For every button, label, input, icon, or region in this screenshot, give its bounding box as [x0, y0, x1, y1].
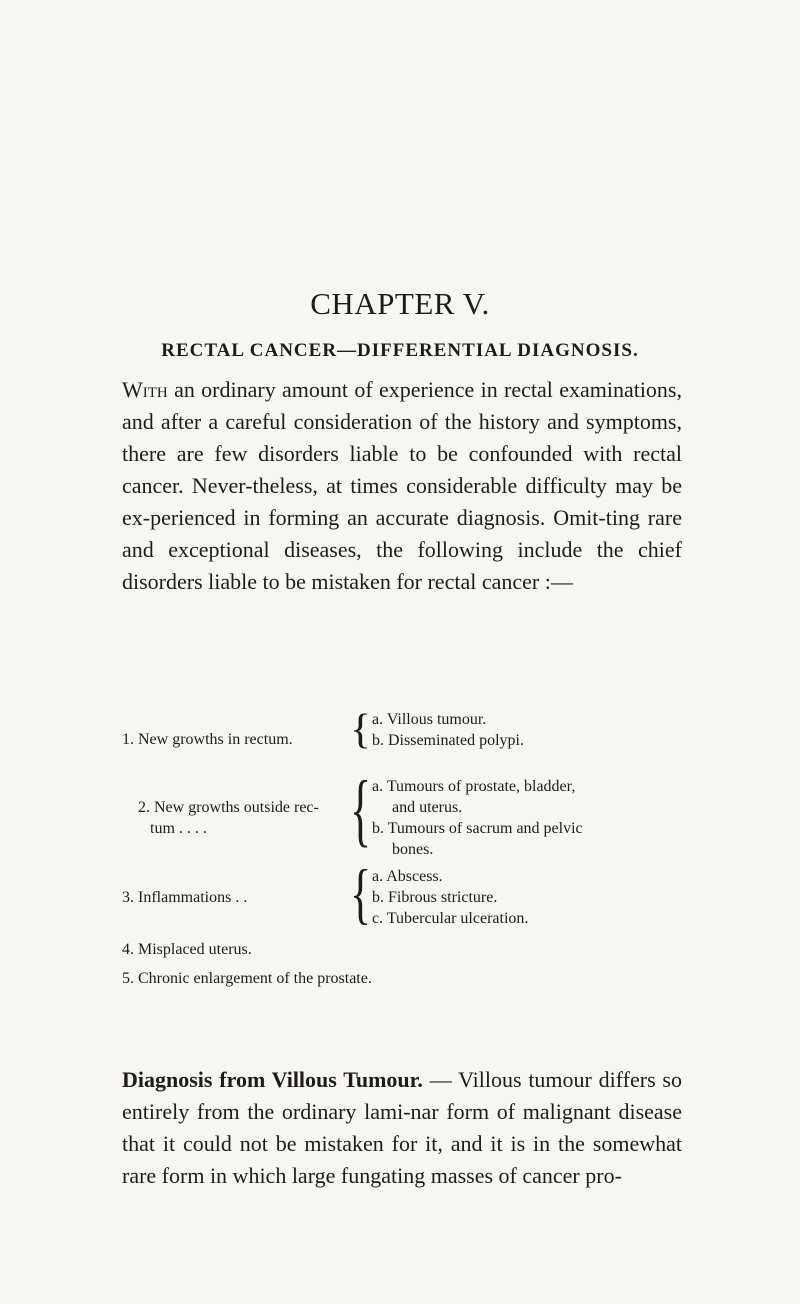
chapter-title: CHAPTER V. [310, 286, 490, 321]
brace-item-3: { [350, 855, 372, 932]
diagnosis-text: — Villous tumour differs so entirely from the ordinary lami-nar form of malignant disease that it could not be mistaken for it, and it is in the somewhat rare form in which large fungating masses of cancer pro- [122, 1067, 682, 1188]
list-item-1-entry-a: a. Villous tumour. [372, 711, 487, 728]
list-item-3-entry-c: c. Tubercular ulceration. [372, 910, 529, 927]
list-item-3-entry-a: a. Abscess. [372, 868, 443, 885]
list-item-2-label-line1: 2. New growths outside rec- [138, 799, 319, 816]
list-item-3-entry-b: b. Fibrous stricture. [372, 889, 498, 906]
chapter-subtitle: RECTAL CANCER—DIFFERENTIAL DIAGNOSIS. [161, 340, 639, 361]
list-item-1-entry-b: b. Disseminated polypi. [372, 732, 524, 749]
diagnosis-heading: Diagnosis from Villous Tumour. [122, 1067, 423, 1092]
list-item-4: 4. Misplaced uterus. [122, 941, 252, 958]
intro-text: an ordinary amount of experience in rectal examinations, and after a careful consideration of the history and symptoms, there are few disorders liable to be confounded with rectal cancer. Never-theless, at times considerable difficulty may be ex-perienced in forming an accurate diagnosis. Omit-ting rare and exceptional diseases, the following include the chief disorders liable to be mistaken for rectal cancer :— [122, 377, 682, 594]
list-item-2-entry-a: a. Tumours of prostate, bladder, [372, 778, 576, 795]
list-item-2-entry-b-cont: bones. [392, 841, 434, 858]
brace-item-2: { [350, 764, 372, 856]
list-item-1-label: 1. New growths in rectum. [122, 731, 293, 748]
intro-first-word: With [122, 377, 168, 402]
list-item-2-entry-b: b. Tumours of sacrum and pelvic [372, 820, 583, 837]
list-item-3-label: 3. Inflammations . . [122, 889, 248, 906]
brace-item-1: { [350, 706, 372, 753]
list-item-2-label-line2: tum . . . . [150, 820, 207, 837]
list-item-5: 5. Chronic enlargement of the prostate. [122, 970, 372, 987]
diagnosis-paragraph [122, 1064, 682, 1192]
list-item-2-entry-a-cont: and uterus. [392, 799, 463, 816]
intro-paragraph [122, 374, 682, 598]
